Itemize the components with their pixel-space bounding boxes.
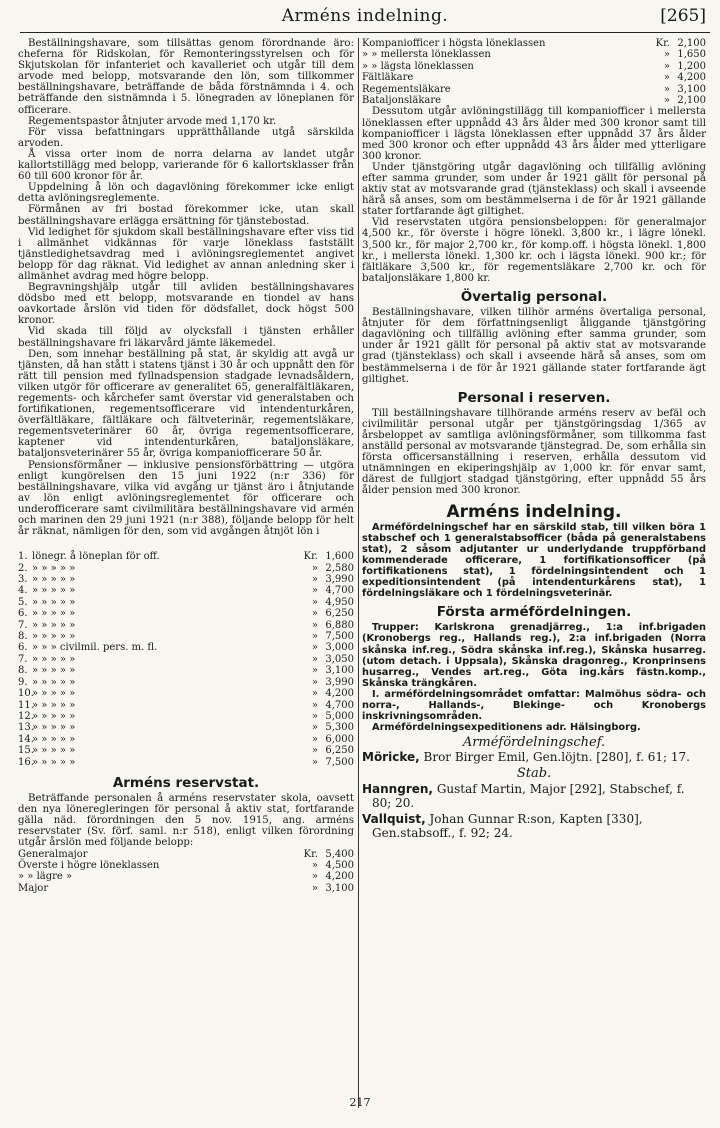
- pension-grade: 14.: [18, 733, 34, 745]
- salary-label: Bataljonsläkare: [362, 95, 442, 107]
- pension-desc: » » » » »: [32, 722, 76, 734]
- chef-entry: [362, 750, 706, 764]
- pension-currency: »: [311, 710, 318, 722]
- right-column: [362, 38, 706, 840]
- pension-desc: » » » » »: [32, 733, 76, 745]
- pension-amount: 3,100: [325, 665, 354, 677]
- salary-amount: 4,200: [677, 72, 706, 84]
- pension-row: [18, 631, 354, 642]
- salary-row: [362, 61, 706, 72]
- pension-grade: 8.: [18, 631, 28, 643]
- pension-currency: »: [311, 642, 318, 654]
- stab-heading: Stab.: [516, 766, 552, 782]
- pension-row: [18, 688, 354, 699]
- pension-currency: »: [311, 688, 318, 700]
- salary-label: » » lägsta löneklassen: [362, 60, 474, 72]
- reserv-amount: 3,100: [325, 882, 354, 894]
- left-paragraph: Den, som innehar beställning på stat, är skyldig att avgå ur tjänsten, då han stått i statens tjänst i 30 år och uppnått den för rätt till pension med fyllnadspension stadgade levnadsåldern, vilken utgör för officerare av generalitet 65, generalfältläkaren, regements- och kårchefer samt överstar vid generalstaben och fortifikationen, regementsofficerare vid intendenturkåren, överfältläkare, fältläkare och fältveterinär, regementsläkare, regementsveterinärer 60 år, övriga regementsofficerare, kaptener vid intendenturkåren, bataljonsläkare, bataljonsveterinärer 55 år, övriga kompaniofficerare 50 år.: [18, 348, 354, 460]
- stab-entry: [362, 782, 706, 810]
- pension-currency: »: [311, 722, 318, 734]
- reserv-amount: 4,500: [325, 859, 354, 871]
- pension-amount: 3,050: [325, 653, 354, 665]
- pension-currency: »: [311, 733, 318, 745]
- pension-desc: » » » » »: [32, 574, 76, 586]
- pension-desc: » » » » »: [32, 653, 76, 665]
- pension-row: [18, 677, 354, 688]
- pension-grade: 6.: [18, 642, 28, 654]
- pension-grade: 6.: [18, 608, 28, 620]
- left-paragraph: Pensionsförmåner — inklusive pensionsförbättring — utgöra enligt kungörelsen den 15 juni 1922 (n:r 336) för beställningshavare, vilka vid avgång ur tjänst äro i åtnjutande av lön enligt avlöningsreglementet för officerare och underofficerare samt civilmilitära beställningshavare vid armén och marinen den 29 juni 1921 (n:r 388), följande belopp för helt år räknat, nämligen för den, som vid avgången åtnjöt lön i: [18, 459, 354, 538]
- salary-currency: »: [663, 72, 670, 84]
- reserv-row: [18, 883, 354, 894]
- pension-desc: » » » » »: [32, 596, 76, 608]
- left-column: [18, 38, 354, 894]
- forsta-heading: Första arméfördelningen.: [436, 604, 632, 621]
- reserv-amount: 5,400: [325, 848, 354, 860]
- pension-currency: Kr.: [303, 551, 318, 563]
- pension-amount: 6,250: [325, 745, 354, 757]
- reserv-label: » » lägre »: [18, 871, 73, 883]
- pension-desc: » » » » »: [32, 688, 76, 700]
- chef-rest: Bror Birger Emil, Gen.löjtn. [280], f. 61; 17.: [423, 750, 690, 765]
- column-divider: [358, 38, 359, 1108]
- pension-amount: 6,880: [325, 619, 354, 631]
- pension-grade: 8.: [18, 665, 28, 677]
- pension-row: [18, 654, 354, 665]
- pension-amount: 3,990: [325, 676, 354, 688]
- reserv-amount: 4,200: [325, 871, 354, 883]
- left-paragraph: Vid ledighet för sjukdom skall beställningshavare efter viss tid i allmänhet vidkännas för varje löneklass fastställt tjänstledighetsavdrag med i avlöningsreglementet angivet belopp för dag räknat. Vid ledighet av annan anledning sker i allmänhet avdrag med högre belopp.: [18, 226, 354, 282]
- pension-grade: 11.: [18, 699, 34, 711]
- reserv-currency: »: [311, 882, 318, 894]
- salary-row: [362, 72, 706, 83]
- left-paragraph: Å vissa orter inom de norra delarna av landet utgår kallortstillägg med belopp, varierande för 6 kallortsklasser från 60 till 600 kronor för år.: [18, 148, 354, 183]
- pension-amount: 4,700: [325, 699, 354, 711]
- salary-amount: 1,650: [677, 49, 706, 61]
- pension-currency: »: [311, 756, 318, 768]
- salary-label: Fältläkare: [362, 72, 414, 84]
- pension-row: [18, 551, 354, 562]
- reservstat-text: Beträffande personalen å arméns reservstater skola, oavsett den nya löneregleringen för personal å aktiv stat, fortfarande gälla näd. förordningen den 5 nov. 1915, ang. arméns reservstater (Sv. förf. saml. n:r 518), enligt vilken förordning utgår årslön med följande belopp:: [18, 793, 354, 849]
- pension-amount: 3,990: [325, 574, 354, 586]
- salary-row: [362, 38, 706, 49]
- pension-table: [18, 551, 354, 768]
- pension-row: [18, 642, 354, 653]
- page-number: [265]: [660, 6, 706, 26]
- stab-rest: Johan Gunnar R:son, Kapten [330], Gen.stabsoff., f. 92; 24.: [372, 811, 643, 840]
- pension-amount: 4,200: [325, 688, 354, 700]
- forsta-exp: Arméfördelningsexpeditionens adr. Hälsingborg.: [372, 722, 641, 734]
- left-paragraph: Begravningshjälp utgår till avliden beställningshavares dödsbo med ett belopp, motsvarande en tiondel av hans oavkortade årslön vid tiden för dödsfallet, dock högst 500 kronor.: [18, 282, 354, 327]
- salary-row: [362, 84, 706, 95]
- pension-row: [18, 585, 354, 596]
- salary-currency: Kr.: [655, 38, 670, 49]
- pension-row: [18, 574, 354, 585]
- salary-currency: »: [663, 95, 670, 107]
- pension-row: [18, 745, 354, 756]
- salary-currency: »: [663, 83, 670, 95]
- stab-name: Vallquist,: [362, 811, 426, 826]
- pension-desc: » » » » »: [32, 562, 76, 574]
- stab-rest: Gustaf Martin, Major [292], Stabschef, f. 80; 20.: [372, 781, 685, 810]
- pension-desc: » » » » »: [32, 710, 76, 722]
- pension-desc: » » » » »: [32, 699, 76, 711]
- reserv-currency: Kr.: [303, 848, 318, 860]
- salary-table: [362, 38, 706, 106]
- reserv-currency: »: [311, 859, 318, 871]
- pension-row: [18, 608, 354, 619]
- pension-amount: 6,000: [325, 733, 354, 745]
- reserven-heading: Personal i reserven.: [457, 389, 611, 406]
- pension-grade: 1.: [18, 551, 28, 563]
- salary-amount: 2,100: [677, 38, 706, 49]
- pension-desc: » » » » »: [32, 619, 76, 631]
- salary-label: Kompaniofficer i högsta löneklassen: [362, 38, 546, 49]
- forsta-omrade: I. arméfördelningsområdet omfattar: Malmöhus södra- och norra-, Hallands-, Blekinge- och Kronobergs inskrivningsområden.: [362, 688, 706, 723]
- salary-currency: »: [663, 60, 670, 72]
- pension-row: [18, 620, 354, 631]
- right-paragraph: Under tjänstgöring utgår dagavlöning och tillfällig avlöning efter samma grunder, som under år 1921 gällt för personal på aktiv stat av motsvarande grad (tjänsteklass) och skall i avseende härå så anses, som om bestämmelserna i de för år 1921 gällande stater fortfarande ägt giltighet.: [362, 161, 706, 218]
- pension-currency: »: [311, 562, 318, 574]
- reserv-table: [18, 849, 354, 895]
- left-paragraph: Regementspastor åtnjuter arvode med 1,170 kr.: [28, 115, 277, 127]
- pension-currency: »: [311, 619, 318, 631]
- pension-amount: 3,000: [325, 642, 354, 654]
- pension-desc: » » » » »: [32, 745, 76, 757]
- salary-amount: 2,100: [677, 95, 706, 107]
- salary-row: [362, 95, 706, 106]
- reserv-row: [18, 860, 354, 871]
- indelning-heading: Arméns indelning.: [446, 501, 622, 522]
- indelning-text: Arméfördelningschef har en särskild stab, till vilken böra 1 stabschef och 1 generalstabsofficer (båda på generalstabens stat), 2 såsom adjutanter ur underlydande truppförband kommenderade officerare, 1 fortifikationsofficer (på fortifikationens stat), 1 fördelningsintendent och 1 expeditionsintendent (på intendenturkårens stat), 1 fördelningsläkare och 1 fördelningsveterinär.: [362, 521, 706, 600]
- pension-row: [18, 757, 354, 768]
- chef-heading: Arméfördelningschef.: [462, 735, 606, 751]
- pension-amount: 6,250: [325, 608, 354, 620]
- salary-row: [362, 49, 706, 60]
- pension-currency: »: [311, 574, 318, 586]
- pension-amount: 2,580: [325, 562, 354, 574]
- pension-amount: 7,500: [325, 756, 354, 768]
- left-paragraphs: [18, 38, 354, 537]
- pension-row: [18, 700, 354, 711]
- pension-amount: 5,300: [325, 722, 354, 734]
- pension-grade: 13.: [18, 722, 34, 734]
- chef-name: Möricke,: [362, 750, 420, 765]
- left-paragraph: Vid skada till följd av olycksfall i tjänsten erhåller beställningshavare fri läkarvård jämte läkemedel.: [18, 326, 354, 349]
- pension-row: [18, 665, 354, 676]
- pension-row: [18, 711, 354, 722]
- right-paragraphs: [362, 106, 706, 284]
- salary-label: » » mellersta löneklassen: [362, 49, 491, 61]
- pension-currency: »: [311, 631, 318, 643]
- pension-currency: »: [311, 699, 318, 711]
- right-paragraph: Vid reservstaten utgöra pensionsbeloppen: för generalmajor 4,500 kr., för överste i högre lönekl. 3,800 kr., i lägre lönekl. 3,500 kr., för major 2,700 kr., för komp.off. i högsta lönekl. 1,800 kr., i mellersta lönekl. 1,300 kr. och i lägsta lönekl. 900 kr.; för fältläkare 3,500 kr., för regementsläkare 2,700 kr. och för bataljonsläkare 1,800 kr.: [362, 217, 706, 284]
- reserv-label: Överste i högre löneklassen: [18, 859, 160, 871]
- pension-row: [18, 722, 354, 733]
- pension-grade: 7.: [18, 619, 28, 631]
- salary-label: Regementsläkare: [362, 83, 451, 95]
- pension-currency: »: [311, 608, 318, 620]
- pension-amount: 1,600: [325, 551, 354, 563]
- pension-currency: »: [311, 676, 318, 688]
- pension-grade: 15.: [18, 745, 34, 757]
- reserv-row: [18, 849, 354, 860]
- pension-currency: »: [311, 653, 318, 665]
- pension-desc: » » » » »: [32, 756, 76, 768]
- pension-amount: 4,950: [325, 596, 354, 608]
- pension-desc: » » » » »: [32, 665, 76, 677]
- overtalig-heading: Övertalig personal.: [460, 288, 608, 305]
- pension-grade: 5.: [18, 596, 28, 608]
- pension-row: [18, 563, 354, 574]
- pension-currency: »: [311, 665, 318, 677]
- pension-grade: 10.: [18, 688, 34, 700]
- reserv-label: Generalmajor: [18, 848, 88, 860]
- reserv-row: [18, 871, 354, 882]
- page-footer-number: 217: [349, 1096, 371, 1109]
- pension-grade: 2.: [18, 562, 28, 574]
- pension-amount: 5,000: [325, 710, 354, 722]
- pension-row: [18, 734, 354, 745]
- right-paragraph: Dessutom utgår avlöningstillägg till kompaniofficer i mellersta löneklassen efter uppnådd 43 års ålder med 300 kronor samt till kompaniofficer i lägsta löneklassen efter uppnådd 37 års ålder med 300 kronor och efter uppnådd 43 års ålder med ytterligare 300 kronor.: [362, 106, 706, 162]
- reserven-text: Till beställningshavare tillhörande arméns reserv av befäl och civilmilitär personal utgår per tjänstgöringsdag 1/365 av årsbeloppet av samtliga avlöningsförmåner, som tillkomma fast anställd personal av motsvarande tjänstegrad. De, som erhålla sin första officersanställning i reserven, erhålla dessutom vid utnämningen en ekiperingshjälp av 1,000 kr. för envar samt, därest de fullgjort stadgad tjänstgöring, efter uppnådd 55 års ålder pension med 300 kronor.: [362, 407, 706, 497]
- pension-desc: lönegr. å löneplan för off.: [32, 551, 160, 563]
- pension-grade: 9.: [18, 676, 28, 688]
- pension-grade: 16.: [18, 756, 34, 768]
- stab-list: [362, 782, 706, 840]
- pension-amount: 4,700: [325, 585, 354, 597]
- reserv-label: Major: [18, 882, 49, 894]
- pension-currency: »: [311, 596, 318, 608]
- left-paragraph: Förmånen av fri bostad förekommer icke, utan skall beställningshavare erlägga ersättning för tjänstebostad.: [18, 204, 354, 227]
- pension-currency: »: [311, 585, 318, 597]
- forsta-trupper: Trupper: Karlskrona grenadjärreg., 1:a inf.brigaden (Kronobergs reg., Hallands reg.), 2:a inf.brigaden (Norra skånska inf.reg., Södra skånska inf.reg.), Skånska husarreg. (utom detach. i Uppsala), Skånska dragonreg., Kronprinsens husarreg., Vendes art.reg., Göta ing.kårs fästn.komp., Skånska trängkåren.: [362, 622, 706, 689]
- pension-desc: » » » civilmil. pers. m. fl.: [32, 642, 158, 654]
- pension-desc: » » » » »: [32, 585, 76, 597]
- salary-currency: »: [663, 49, 670, 61]
- salary-amount: 1,200: [677, 60, 706, 72]
- reservstat-heading: Arméns reservstat.: [112, 774, 260, 791]
- page-title: Arméns indelning.: [281, 6, 449, 26]
- overtalig-text: Beställningshavare, vilken tillhör arméns övertaliga personal, åtnjuter för dem författningsenligt åliggande tjänstgöring dagavlöning och tillfällig avlöning efter samma grunder, som under år 1921 gällt för personal på aktiv stat av motsvarande grad (tjänsteklass) och skall i avseende härå så anses, som om bestämmelserna i de för år 1921 gällande stater fortfarande ägt giltighet.: [362, 307, 706, 385]
- pension-grade: 3.: [18, 574, 28, 586]
- reserv-currency: »: [311, 871, 318, 883]
- salary-amount: 3,100: [677, 83, 706, 95]
- pension-row: [18, 597, 354, 608]
- stab-entry: [362, 812, 706, 840]
- pension-grade: 4.: [18, 585, 28, 597]
- pension-desc: » » » » »: [32, 631, 76, 643]
- pension-amount: 7,500: [325, 631, 354, 643]
- pension-desc: » » » » »: [32, 676, 76, 688]
- left-paragraph: För vissa befattningars upprätthållande utgå särskilda arvoden.: [18, 126, 354, 149]
- pension-currency: »: [311, 745, 318, 757]
- page-header: [20, 4, 710, 33]
- left-paragraph: Uppdelning å lön och dagavlöning förekommer icke enligt detta avlöningsreglemente.: [18, 182, 354, 205]
- left-paragraph: Beställningshavare, som tillsättas genom förordnande äro: cheferna för Ridskolan, för Remonteringsstyrelsen och för Skjutskolan för infanteriet och kavalleriet och utgår till dem arvode med belopp, motsvarande den lön, som tillkommer beställningshavare, beträffande de båda förstnämnda i 4. och beträffande den sistnämnda i 5. lönegraden av löneplanen för officerare.: [18, 38, 354, 116]
- pension-grade: 7.: [18, 653, 28, 665]
- pension-desc: » » » » »: [32, 608, 76, 620]
- stab-name: Hanngren,: [362, 781, 433, 796]
- pension-grade: 12.: [18, 710, 34, 722]
